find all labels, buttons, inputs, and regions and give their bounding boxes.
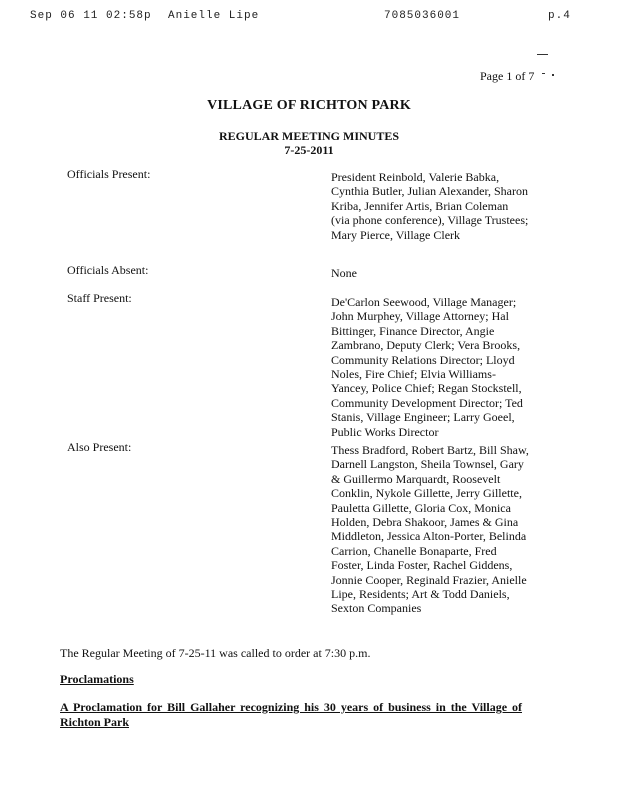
staff-present-value: De'Carlon Seewood, Village Manager; John Murphey, Village Attorney; Hal Bittinger, Finance Director, Angie Zambrano, Deputy Clerk; Vera Brooks, Community Relations Director; Lloyd Noles, Fire Chief; Elvia Williams-Yancey, Police Chief; Regan Stockstell, Community Development Director; Ted Stanis, Village Engineer; Larry Goeel, Public Works Director xyxy=(331,295,523,439)
fax-sender: Anielle Lipe xyxy=(168,10,260,22)
fax-page-number: p.4 xyxy=(548,10,571,22)
also-present-value: Thess Bradford, Robert Bartz, Bill Shaw, Darnell Langston, Sheila Townsel, Gary & Guillermo Marquardt, Roosevelt Conklin, Nykole Gillette, Jerry Gillette, Pauletta Gillette, Gloria Cox, Monica Holden, Debra Shakoor, James & Gina Middleton, Jessica Alton-Porter, Belinda Carrion, Chanelle Bonaparte, Fred Foster, Linda Foster, Rachel Giddens, Jonnie Cooper, Reginald Frazier, Anielle Lipe, Residents; Art & Todd Daniels, Sexton Companies xyxy=(331,443,529,616)
proclamation-title: A Proclamation for Bill Gallaher recognizing his 30 years of business in the Village of Richton Park xyxy=(60,700,522,729)
page-indicator: Page 1 of 7 xyxy=(480,69,535,83)
officials-present-value: President Reinbold, Valerie Babka, Cynthia Butler, Julian Alexander, Sharon Kriba, Jennifer Artis, Brian Coleman (via phone conference), Village Trustees; Mary Pierce, Village Clerk xyxy=(331,170,529,242)
officials-present-label: Officials Present: xyxy=(67,167,151,181)
document-subtitle xyxy=(0,129,618,157)
scan-mark xyxy=(537,54,548,55)
scan-mark xyxy=(552,74,554,76)
call-to-order-text: The Regular Meeting of 7-25-11 was called to order at 7:30 p.m. xyxy=(60,646,371,660)
officials-absent-label: Officials Absent: xyxy=(67,263,149,277)
fax-transmission-header xyxy=(0,10,618,26)
meeting-date: 7-25-2011 xyxy=(284,143,334,157)
fax-date-time: Sep 06 11 02:58p xyxy=(30,10,152,22)
document-title: VILLAGE OF RICHTON PARK xyxy=(207,98,411,113)
proclamations-heading: Proclamations xyxy=(60,672,134,686)
officials-absent-value: None xyxy=(331,266,357,280)
minutes-heading: REGULAR MEETING MINUTES xyxy=(218,129,400,143)
also-present-label: Also Present: xyxy=(67,440,132,454)
fax-number: 7085036001 xyxy=(384,10,461,22)
staff-present-label: Staff Present: xyxy=(67,291,132,305)
scan-mark xyxy=(542,73,545,74)
